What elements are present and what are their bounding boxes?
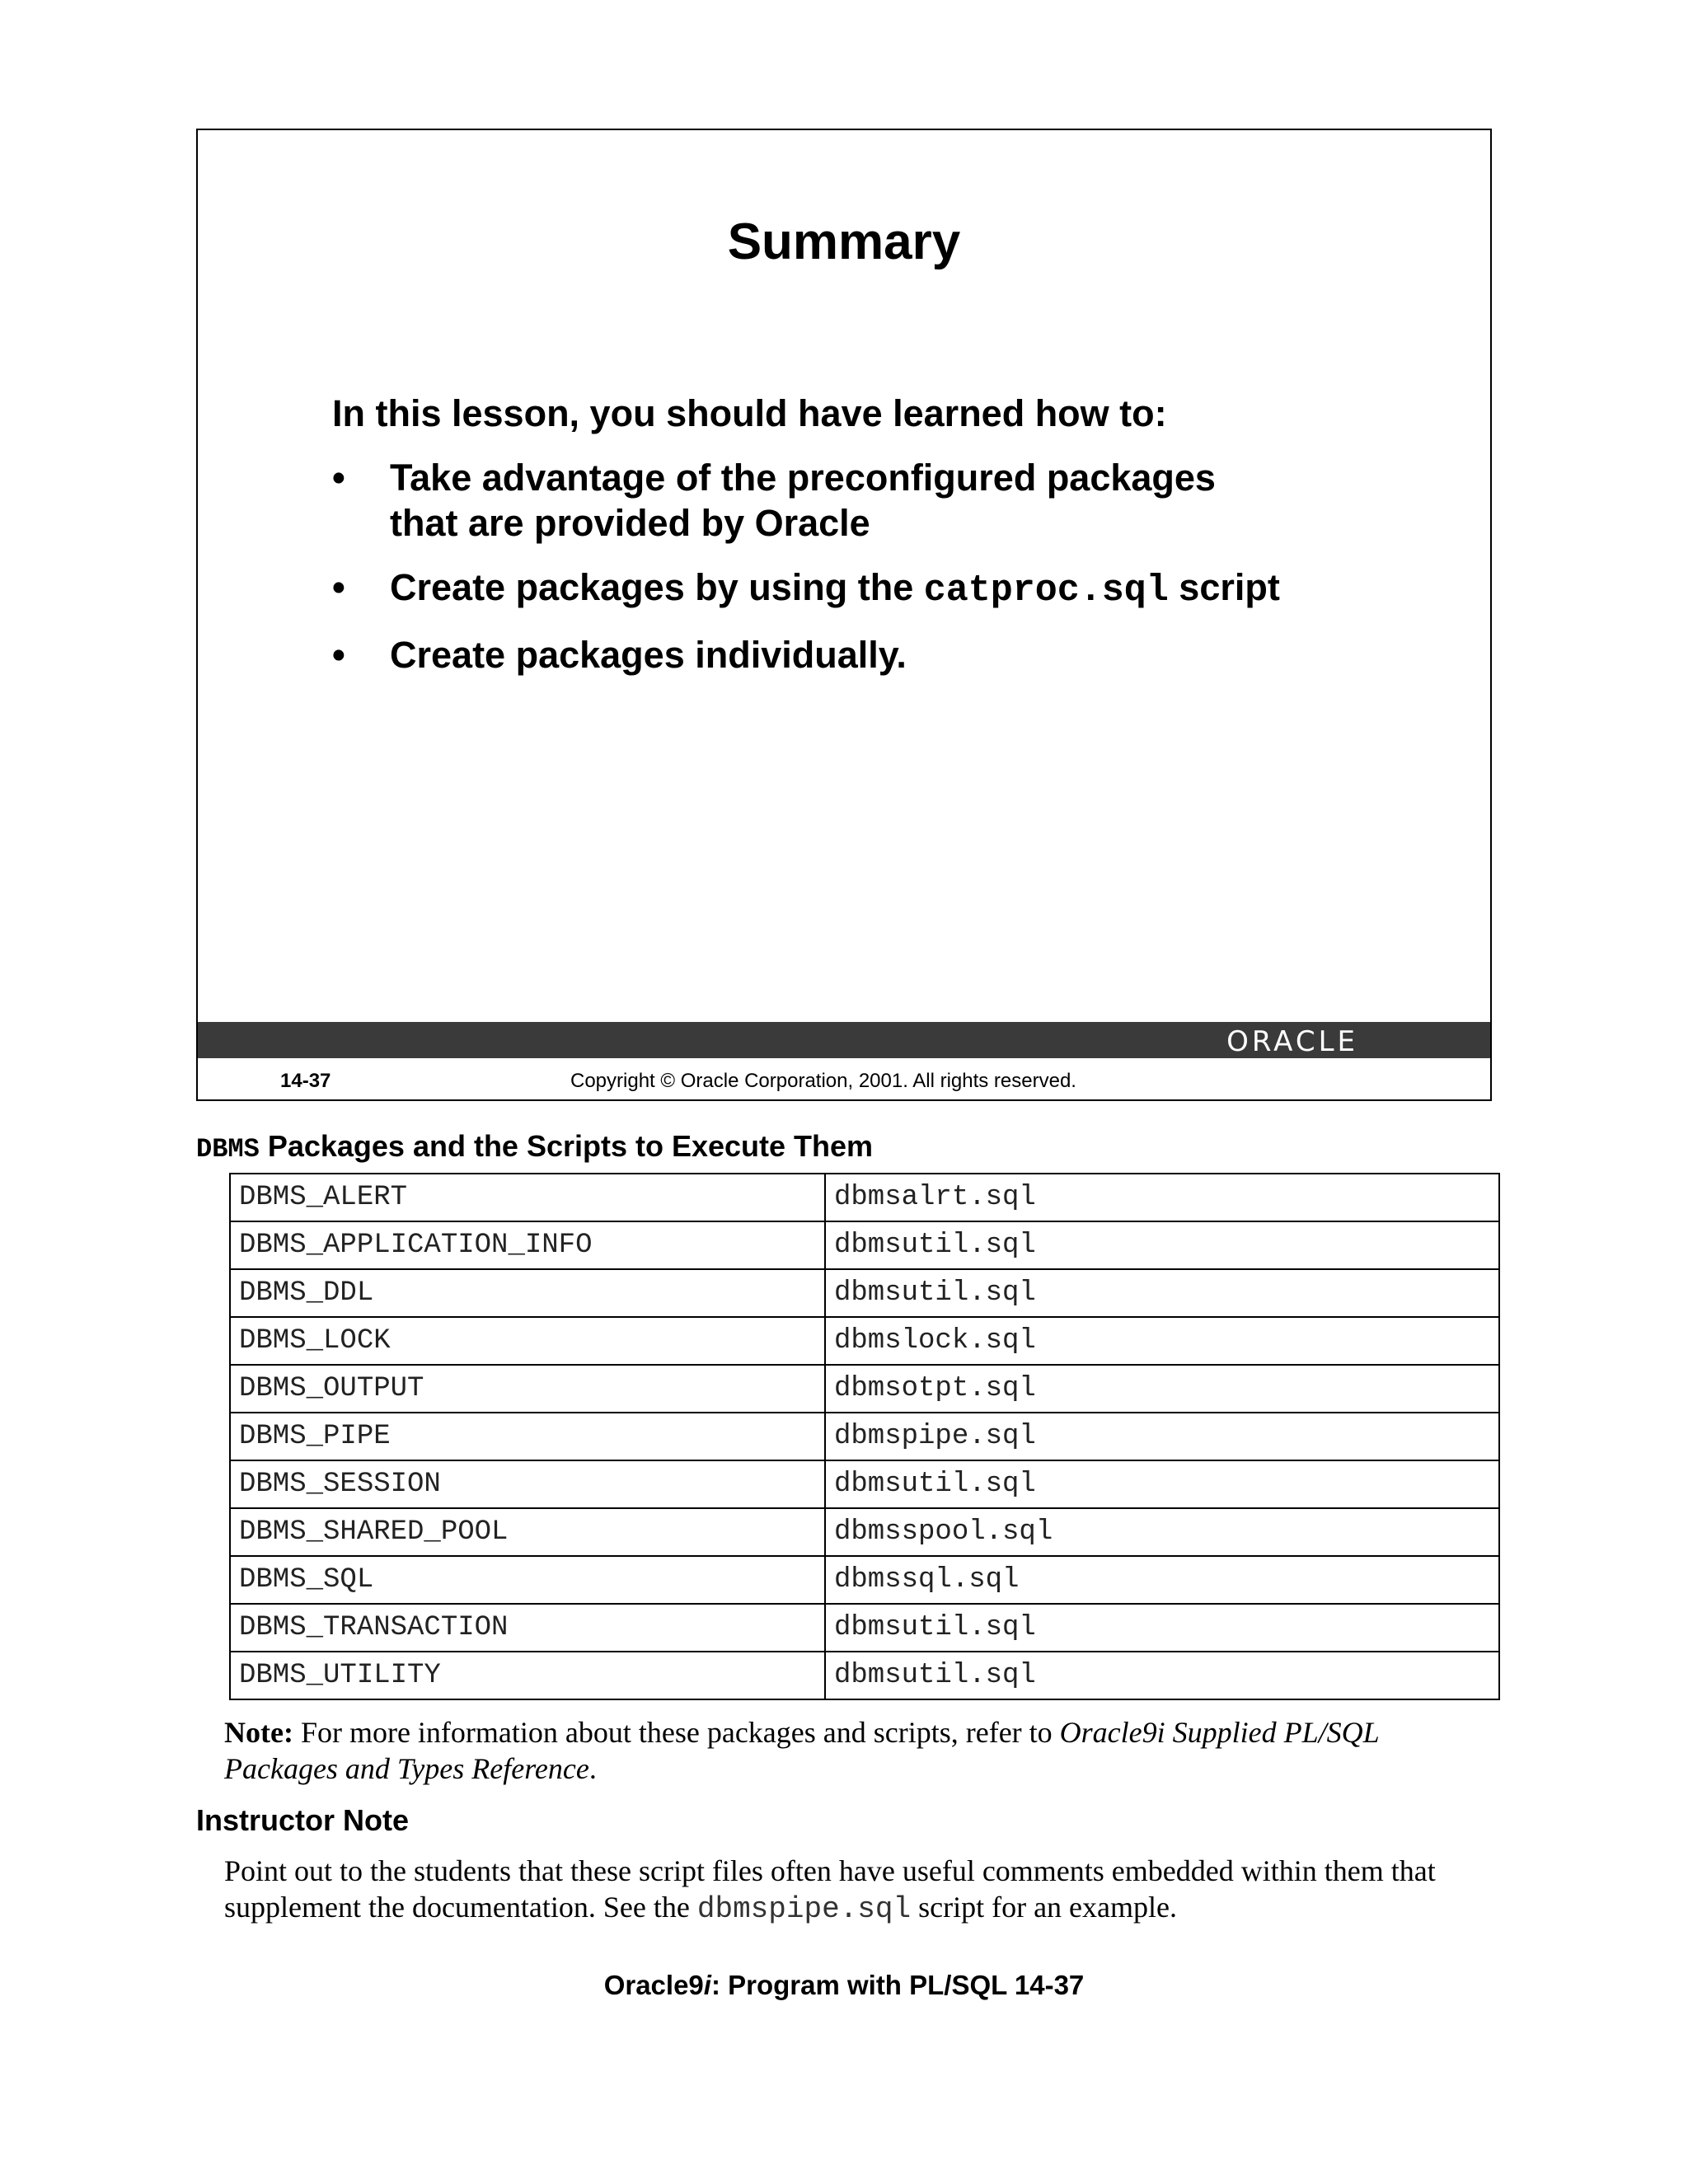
lesson-intro: In this lesson, you should have learned how to: — [332, 392, 1167, 434]
objective-text: Create packages by using the — [390, 566, 924, 608]
script-file-cell: dbmsotpt.sql — [825, 1365, 1499, 1413]
script-name: catproc.sql — [923, 569, 1169, 612]
table-row — [230, 1317, 1499, 1365]
section-heading-code: DBMS — [196, 1134, 260, 1165]
table-row — [230, 1413, 1499, 1460]
note-paragraph — [224, 1714, 1477, 1787]
script-file-cell: dbmsutil.sql — [825, 1604, 1499, 1652]
package-name-cell: DBMS_SHARED_POOL — [230, 1508, 825, 1556]
copyright-notice: Copyright © Oracle Corporation, 2001. All rights reserved. — [570, 1070, 1076, 1092]
table-row — [230, 1508, 1499, 1556]
slide-footer-bar — [198, 1022, 1490, 1058]
script-file-cell: dbmslock.sql — [825, 1317, 1499, 1365]
package-name-cell: DBMS_TRANSACTION — [230, 1604, 825, 1652]
objective-text-end: script — [1168, 566, 1280, 608]
slide-number: 14-37 — [280, 1070, 331, 1092]
script-file-cell: dbmsutil.sql — [825, 1221, 1499, 1269]
instructor-note-script: dbmspipe.sql — [696, 1892, 912, 1926]
script-file-cell: dbmsutil.sql — [825, 1652, 1499, 1699]
objective-text: Take advantage of the preconfigured packages — [390, 457, 1216, 499]
section-heading — [196, 1129, 873, 1165]
script-file-cell: dbmsalrt.sql — [825, 1174, 1499, 1221]
oracle-logo: ORACLE — [1226, 1025, 1358, 1058]
package-name-cell: DBMS_LOCK — [230, 1317, 825, 1365]
package-name-cell: DBMS_PIPE — [230, 1413, 825, 1460]
table-row — [230, 1652, 1499, 1699]
package-name-cell: DBMS_SQL — [230, 1556, 825, 1604]
instructor-note-body — [224, 1853, 1493, 1928]
instructor-note-text-end: script for an example. — [911, 1891, 1177, 1924]
script-file-cell: dbmspipe.sql — [825, 1413, 1499, 1460]
section-heading-text: Packages and the Scripts to Execute Them — [259, 1129, 874, 1163]
table-row — [230, 1269, 1499, 1317]
bullet-icon: • — [332, 566, 345, 608]
package-name-cell: DBMS_APPLICATION_INFO — [230, 1221, 825, 1269]
package-name-cell: DBMS_ALERT — [230, 1174, 825, 1221]
footer-product-i: i — [703, 1970, 711, 2000]
table-row — [230, 1174, 1499, 1221]
package-name-cell: DBMS_DDL — [230, 1269, 825, 1317]
bullet-icon: • — [332, 634, 345, 676]
instructor-note-heading: Instructor Note — [196, 1803, 410, 1837]
page-footer — [0, 1970, 1688, 2001]
objective-text-cont: that are provided by Oracle — [390, 502, 870, 544]
bullet-icon: • — [332, 457, 345, 499]
script-file-cell: dbmssql.sql — [825, 1556, 1499, 1604]
slide-title: Summary — [727, 213, 961, 270]
package-name-cell: DBMS_UTILITY — [230, 1652, 825, 1699]
table-row — [230, 1604, 1499, 1652]
table-row — [230, 1460, 1499, 1508]
note-text: For more information about these packages and scripts, refer to — [293, 1716, 1060, 1749]
objective-item — [332, 632, 1371, 677]
footer-page: : Program with PL/SQL 14-37 — [710, 1970, 1085, 2000]
package-name-cell: DBMS_SESSION — [230, 1460, 825, 1508]
objective-text: Create packages individually. — [390, 634, 907, 676]
objective-item — [332, 455, 1371, 546]
table-row — [230, 1221, 1499, 1269]
script-file-cell: dbmsutil.sql — [825, 1269, 1499, 1317]
objectives-list — [332, 455, 1371, 696]
packages-table — [229, 1173, 1500, 1700]
instructor-note-text: Point out to the students that these script files often have useful comments embedded within them that supplement the documentation. See the — [224, 1854, 1436, 1924]
table-row — [230, 1365, 1499, 1413]
script-file-cell: dbmsutil.sql — [825, 1460, 1499, 1508]
script-file-cell: dbmsspool.sql — [825, 1508, 1499, 1556]
footer-product: Oracle9 — [603, 1970, 704, 2000]
note-end: . — [588, 1752, 597, 1785]
objective-item — [332, 565, 1371, 613]
slide-frame — [196, 129, 1492, 1101]
package-name-cell: DBMS_OUTPUT — [230, 1365, 825, 1413]
note-label: Note: — [224, 1716, 293, 1749]
note-reference: Oracle9i Supplied PL/SQL Packages and Types Reference — [224, 1716, 1380, 1785]
table-row — [230, 1556, 1499, 1604]
